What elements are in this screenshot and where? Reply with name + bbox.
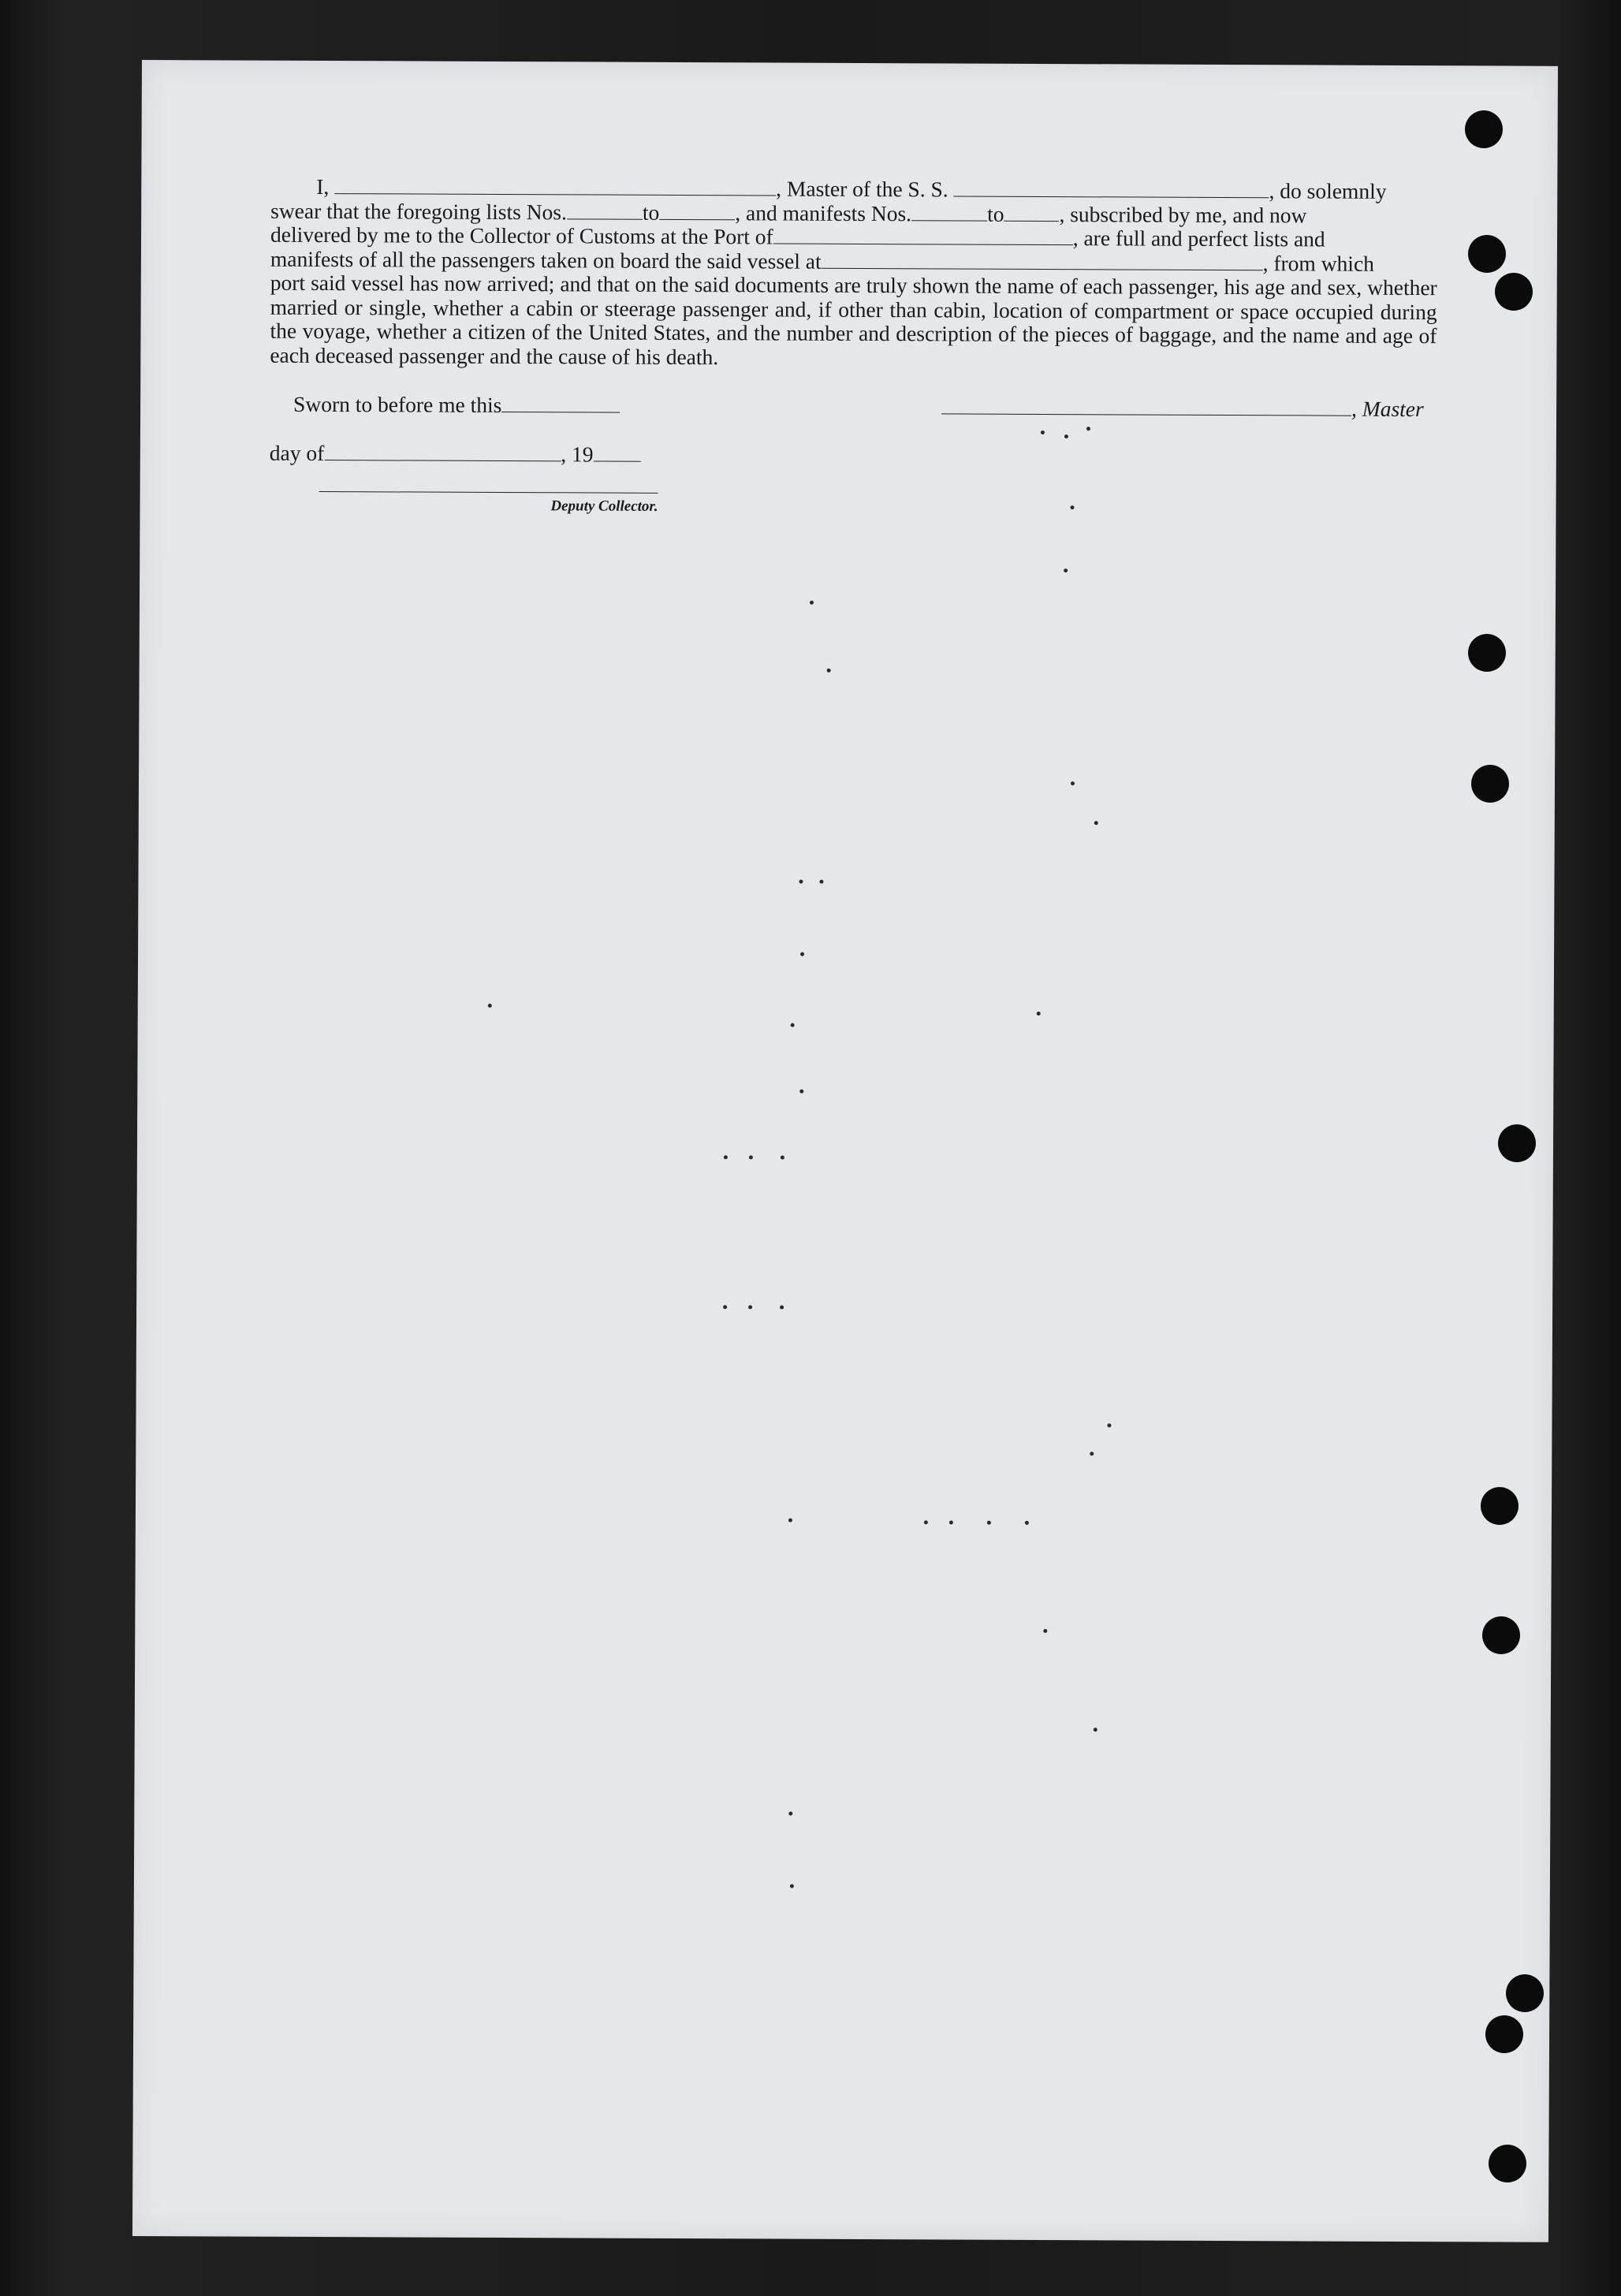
speck: [781, 1156, 784, 1160]
master-of-label: , Master of the S. S.: [776, 176, 948, 202]
punch-hole: [1498, 1124, 1536, 1162]
speck: [788, 1519, 792, 1523]
deputy-collector-signature[interactable]: Deputy Collector.: [319, 491, 658, 516]
manifests-from-blank[interactable]: [911, 203, 987, 221]
punch-hole: [1471, 765, 1509, 803]
speck: [1107, 1423, 1111, 1427]
swear-label: swear that the foregoing lists Nos.: [270, 198, 567, 224]
speck: [1071, 505, 1075, 509]
speck: [724, 1155, 728, 1159]
subscribed-label: , subscribed by me, and now: [1059, 201, 1307, 227]
speck: [723, 1305, 727, 1309]
speck: [799, 880, 803, 884]
punch-hole: [1489, 2145, 1526, 2182]
speck: [1071, 781, 1075, 785]
manifests-label: , and manifests Nos.: [735, 199, 912, 226]
speck: [1064, 434, 1068, 438]
master-signature: [941, 394, 1424, 422]
speck: [1064, 568, 1068, 572]
punch-hole: [1468, 634, 1506, 672]
punch-hole: [1482, 1616, 1520, 1654]
speck: [788, 1812, 792, 1816]
speck: [1043, 1629, 1047, 1633]
punch-hole: [1465, 110, 1503, 148]
sworn-day-blank[interactable]: [501, 394, 620, 413]
speck: [790, 1884, 794, 1888]
master-name-blank[interactable]: [334, 176, 776, 196]
sworn-label: Sworn to before me this: [293, 391, 502, 417]
speck: [1037, 1012, 1041, 1016]
bleed-through-text: [1055, 434, 1355, 436]
speck: [791, 1023, 795, 1027]
year-prefix: , 19: [561, 442, 594, 467]
punch-hole: [1506, 1974, 1544, 2012]
to-label-2: to: [987, 201, 1004, 226]
manifests-all-label: manifests of all the passengers taken on board the said vessel at: [270, 246, 822, 274]
oath-pronoun: I,: [316, 173, 330, 199]
speck: [810, 601, 814, 605]
speck: [1025, 1521, 1029, 1525]
speck: [780, 1306, 784, 1310]
speck: [800, 952, 804, 956]
lists-from-blank[interactable]: [567, 201, 643, 219]
oath-body: port said vessel has now arrived; and that on the said documents are truly shown the name of each passenger, his age and sex, whether married or single, whether a cabin or steerage passenger and, if other than cabin, location of compartment or space occupied during the voyage, whether a citizen of the United States, and the number and description of the pieces of baggage, and the name and age of each deceased passenger and the cause of his death.: [270, 270, 1437, 369]
to-label-1: to: [642, 199, 660, 225]
delivered-label: delivered by me to the Collector of Customs at the Port of: [270, 222, 773, 249]
speck: [1041, 430, 1045, 434]
speck: [827, 669, 831, 673]
master-label: , Master: [1351, 396, 1424, 422]
manifests-to-blank[interactable]: [1004, 203, 1059, 221]
from-which-label: , from which: [1262, 250, 1375, 276]
speck: [1090, 1452, 1094, 1456]
punch-hole: [1481, 1487, 1519, 1525]
solemnly-label: , do solemnly: [1269, 178, 1387, 203]
speck: [949, 1520, 953, 1524]
speck: [488, 1004, 492, 1008]
sworn-row: [270, 391, 1437, 422]
speck: [1086, 427, 1090, 430]
oath-paragraph: [270, 175, 1437, 372]
vessel-port-blank[interactable]: [822, 250, 1263, 270]
document-page: [132, 60, 1558, 2242]
speck: [1094, 821, 1098, 825]
punch-hole: [1468, 235, 1506, 273]
year-blank[interactable]: [594, 444, 641, 462]
master-signature-blank[interactable]: [941, 396, 1351, 416]
speck: [1094, 1728, 1097, 1731]
sworn-statement: [293, 392, 620, 419]
speck: [749, 1155, 753, 1159]
full-lists-label: , are full and perfect lists and: [1072, 226, 1325, 252]
ship-name-blank[interactable]: [954, 178, 1269, 198]
day-row: [270, 441, 641, 468]
day-of-label: day of: [269, 440, 325, 466]
lists-to-blank[interactable]: [659, 201, 735, 219]
speck: [987, 1521, 991, 1525]
speck: [748, 1305, 752, 1309]
punch-hole: [1485, 2015, 1523, 2053]
port-blank[interactable]: [773, 226, 1073, 245]
punch-hole: [1495, 273, 1533, 311]
speck: [799, 1090, 803, 1094]
month-blank[interactable]: [324, 442, 561, 461]
speck: [819, 880, 823, 884]
speck: [924, 1520, 928, 1524]
